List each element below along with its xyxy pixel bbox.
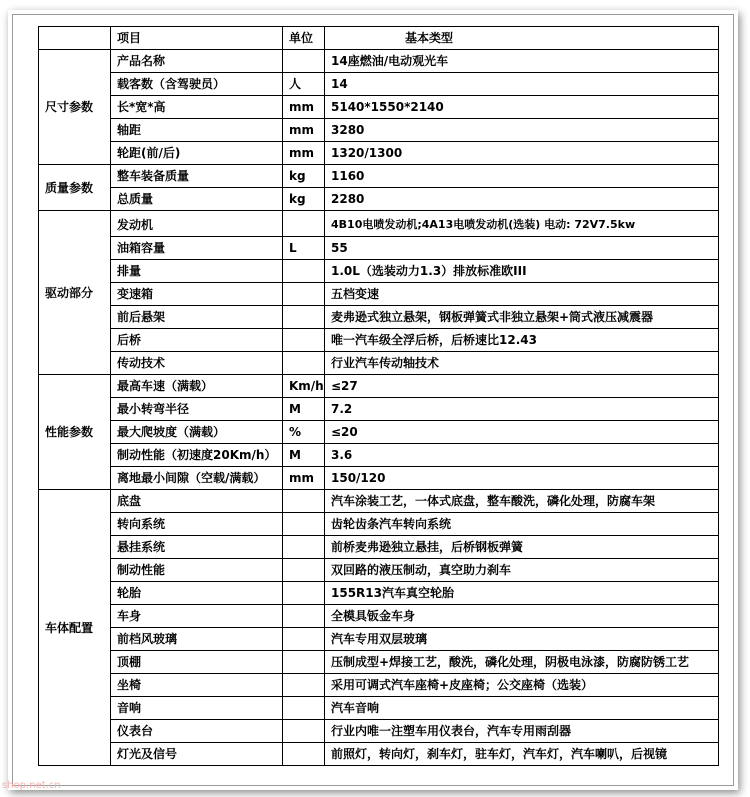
item-cell: 轴距 (111, 119, 283, 142)
category-cell: 性能参数 (39, 375, 111, 490)
item-cell: 长*宽*高 (111, 96, 283, 119)
item-cell: 车身 (111, 605, 283, 628)
unit-cell (283, 559, 325, 582)
table-row (39, 306, 719, 329)
value-cell: 汽车专用双层玻璃 (325, 628, 719, 651)
table-row (39, 421, 719, 444)
unit-cell (283, 490, 325, 513)
unit-cell: mm (283, 96, 325, 119)
value-cell: 前桥麦弗逊独立悬挂，后桥钢板弹簧 (325, 536, 719, 559)
unit-cell (283, 674, 325, 697)
unit-cell (283, 260, 325, 283)
watermark-text: shop.net.cn (2, 780, 61, 791)
table-row (39, 188, 719, 211)
value-cell: 5140*1550*2140 (325, 96, 719, 119)
table-row (39, 651, 719, 674)
table-row (39, 260, 719, 283)
category-cell: 车体配置 (39, 490, 111, 766)
table-row (39, 582, 719, 605)
unit-cell: Km/h (283, 375, 325, 398)
item-cell: 轮胎 (111, 582, 283, 605)
item-cell: 顶棚 (111, 651, 283, 674)
table-row (39, 142, 719, 165)
value-cell: 双回路的液压制动，真空助力刹车 (325, 559, 719, 582)
table-row (39, 329, 719, 352)
value-cell: 4B10电喷发动机;4A13电喷发动机(选装) 电动: 72V7.5kw (325, 211, 719, 237)
item-cell: 传动技术 (111, 352, 283, 375)
table-row (39, 674, 719, 697)
item-cell: 转向系统 (111, 513, 283, 536)
value-cell: 1.0L（选装动力1.3）排放标准欧III (325, 260, 719, 283)
item-cell: 总质量 (111, 188, 283, 211)
value-cell: 1160 (325, 165, 719, 188)
item-cell: 底盘 (111, 490, 283, 513)
item-cell: 整车装备质量 (111, 165, 283, 188)
table-row (39, 211, 719, 237)
value-cell: 14座燃油/电动观光车 (325, 50, 719, 73)
value-cell: 3280 (325, 119, 719, 142)
unit-cell (283, 720, 325, 743)
value-cell: 汽车音响 (325, 697, 719, 720)
item-cell: 载客数（含驾驶员） (111, 73, 283, 96)
value-cell: 2280 (325, 188, 719, 211)
item-cell: 产品名称 (111, 50, 283, 73)
value-cell: 14 (325, 73, 719, 96)
item-cell: 变速箱 (111, 283, 283, 306)
value-cell: 采用可调式汽车座椅+皮座椅；公交座椅（选装） (325, 674, 719, 697)
unit-cell: M (283, 444, 325, 467)
table-row (39, 444, 719, 467)
item-cell: 离地最小间隙（空载/满载） (111, 467, 283, 490)
table-row (39, 165, 719, 188)
table-row (39, 283, 719, 306)
table-row (39, 375, 719, 398)
item-cell: 油箱容量 (111, 237, 283, 260)
value-cell: 汽车涂装工艺，一体式底盘，整车酸洗，磷化处理，防腐车架 (325, 490, 719, 513)
unit-cell: mm (283, 119, 325, 142)
unit-cell: mm (283, 142, 325, 165)
item-cell: 坐椅 (111, 674, 283, 697)
header-item: 项目 (111, 27, 283, 50)
table-row (39, 352, 719, 375)
unit-cell (283, 605, 325, 628)
table-row (39, 513, 719, 536)
unit-cell (283, 306, 325, 329)
category-cell: 尺寸参数 (39, 50, 111, 165)
unit-cell (283, 697, 325, 720)
table-row (39, 237, 719, 260)
table-row (39, 398, 719, 421)
table-row (39, 559, 719, 582)
table-row (39, 50, 719, 73)
item-cell: 悬挂系统 (111, 536, 283, 559)
unit-cell (283, 582, 325, 605)
table-row (39, 605, 719, 628)
unit-cell (283, 536, 325, 559)
unit-cell: mm (283, 467, 325, 490)
table-row (39, 467, 719, 490)
item-cell: 前后悬架 (111, 306, 283, 329)
value-cell: ≤27 (325, 375, 719, 398)
value-cell: 1320/1300 (325, 142, 719, 165)
table-row (39, 743, 719, 766)
item-cell: 最大爬坡度（满载） (111, 421, 283, 444)
item-cell: 最高车速（满载） (111, 375, 283, 398)
value-cell: 行业汽车传动轴技术 (325, 352, 719, 375)
item-cell: 制动性能 (111, 559, 283, 582)
table-header-row (39, 27, 719, 50)
value-cell: 前照灯，转向灯，刹车灯，驻车灯，汽车灯，汽车喇叭，后视镜 (325, 743, 719, 766)
unit-cell (283, 628, 325, 651)
value-cell: 3.6 (325, 444, 719, 467)
item-cell: 发动机 (111, 211, 283, 237)
table-row (39, 96, 719, 119)
item-cell: 后桥 (111, 329, 283, 352)
table-row (39, 697, 719, 720)
unit-cell (283, 50, 325, 73)
item-cell: 最小转弯半径 (111, 398, 283, 421)
item-cell: 音响 (111, 697, 283, 720)
value-cell: 全模具钣金车身 (325, 605, 719, 628)
unit-cell (283, 513, 325, 536)
value-cell: 150/120 (325, 467, 719, 490)
item-cell: 灯光及信号 (111, 743, 283, 766)
value-cell: 麦弗逊式独立悬架，钢板弹簧式非独立悬架+筒式液压减震器 (325, 306, 719, 329)
unit-cell (283, 283, 325, 306)
unit-cell: kg (283, 188, 325, 211)
unit-cell: 人 (283, 73, 325, 96)
value-cell: 行业内唯一注塑车用仪表台，汽车专用雨刮器 (325, 720, 719, 743)
value-cell: 55 (325, 237, 719, 260)
table-row (39, 720, 719, 743)
category-cell: 驱动部分 (39, 211, 111, 375)
table-row (39, 490, 719, 513)
unit-cell: kg (283, 165, 325, 188)
unit-cell (283, 743, 325, 766)
table-row (39, 119, 719, 142)
spec-table (38, 26, 719, 766)
value-cell: 7.2 (325, 398, 719, 421)
unit-cell: M (283, 398, 325, 421)
item-cell: 轮距(前/后) (111, 142, 283, 165)
table-row (39, 73, 719, 96)
unit-cell: % (283, 421, 325, 444)
unit-cell: L (283, 237, 325, 260)
item-cell: 前档风玻璃 (111, 628, 283, 651)
item-cell: 仪表台 (111, 720, 283, 743)
value-cell: 155R13汽车真空轮胎 (325, 582, 719, 605)
value-cell: 齿轮齿条汽车转向系统 (325, 513, 719, 536)
value-cell: 五档变速 (325, 283, 719, 306)
item-cell: 排量 (111, 260, 283, 283)
unit-cell (283, 329, 325, 352)
table-row (39, 536, 719, 559)
value-cell: ≤20 (325, 421, 719, 444)
category-cell: 质量参数 (39, 165, 111, 211)
value-cell: 压制成型+焊接工艺，酸洗，磷化处理，阴极电泳漆，防腐防锈工艺 (325, 651, 719, 674)
value-cell: 唯一汽车级全浮后桥，后桥速比12.43 (325, 329, 719, 352)
unit-cell (283, 352, 325, 375)
header-corner (39, 27, 111, 50)
unit-cell (283, 651, 325, 674)
unit-cell (283, 211, 325, 237)
item-cell: 制动性能（初速度20Km/h） (111, 444, 283, 467)
table-row (39, 628, 719, 651)
header-value: 基本类型 (325, 27, 719, 50)
header-unit: 单位 (283, 27, 325, 50)
